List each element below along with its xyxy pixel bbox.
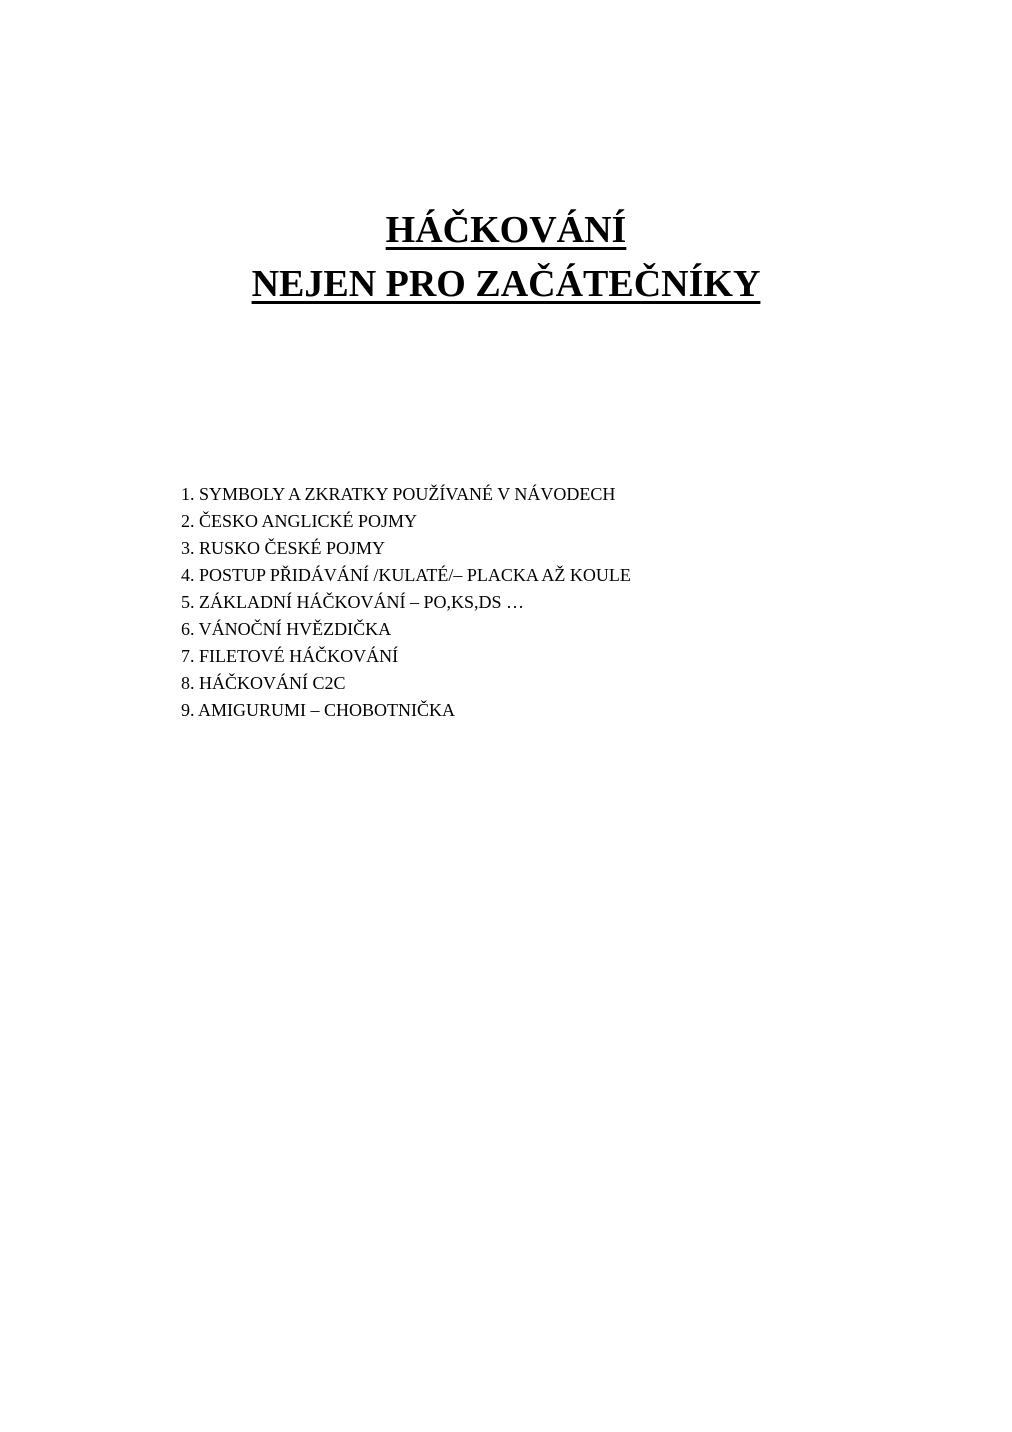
toc-item: 2. ČESKO ANGLICKÉ POJMY bbox=[181, 511, 418, 531]
toc-item: 3. RUSKO ČESKÉ POJMY bbox=[181, 538, 386, 558]
toc-item: 9. AMIGURUMI – CHOBOTNIČKA bbox=[181, 700, 456, 720]
toc-item: 5. ZÁKLADNÍ HÁČKOVÁNÍ – PO,KS,DS … bbox=[181, 592, 525, 612]
toc-item: 8. HÁČKOVÁNÍ C2C bbox=[181, 673, 346, 693]
title-line-2: NEJEN PRO ZAČÁTEČNÍKY bbox=[251, 263, 761, 305]
toc-item: 4. POSTUP PŘIDÁVÁNÍ /KULATÉ/– PLACKA AŽ KOULE bbox=[181, 565, 631, 585]
toc-item: 6. VÁNOČNÍ HVĚZDIČKA bbox=[181, 619, 392, 639]
title-line-1: HÁČKOVÁNÍ bbox=[385, 209, 627, 251]
toc-item: 7. FILETOVÉ HÁČKOVÁNÍ bbox=[181, 646, 399, 666]
table-of-contents bbox=[181, 481, 631, 724]
document-title bbox=[0, 203, 1012, 311]
toc-item: 1. SYMBOLY A ZKRATKY POUŽÍVANÉ V NÁVODECH bbox=[181, 484, 616, 504]
